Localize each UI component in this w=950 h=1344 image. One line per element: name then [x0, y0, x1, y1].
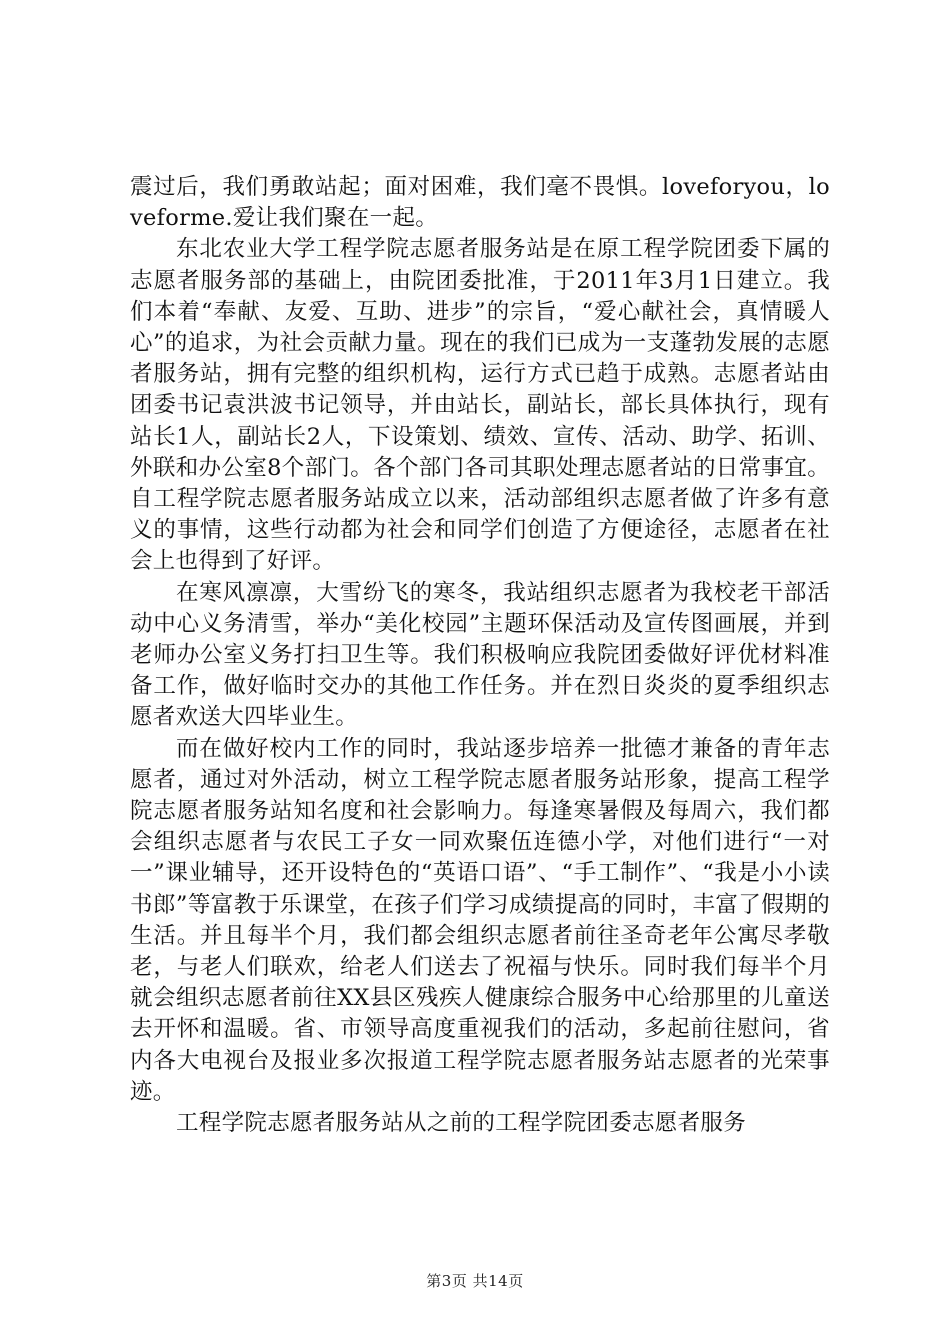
page-number-footer: 第3页 共14页 — [426, 1272, 524, 1290]
paragraph: 而在做好校内工作的同时，我站逐步培养一批德才兼备的青年志愿者，通过对外活动，树立工程学院志愿者服务站形象，提高工程学院志愿者服务站知名度和社会影响力。每逢寒暑假及每周六，我们都会组织志愿者与农民工子女一同欢聚伍连德小学，对他们进行“一对一”课业辅导，还开设特色的“英语口语”、“手工制作”、“我是小小读书郎”等富教于乐课堂，在孩子们学习成绩提高的同时，丰富了假期的生活。并且每半个月，我们都会组织志愿者前往圣奇老年公寓尽孝敬老，与老人们联欢，给老人们送去了祝福与快乐。同时我们每半个月就会组织志愿者前往XX县区残疾人健康综合服务中心给那里的儿童送去开怀和温暖。省、市领导高度重视我们的活动，多起前往慰问，省内各大电视台及报业多次报道工程学院志愿者服务站志愿者的光荣事迹。 — [130, 735, 830, 1105]
paragraph: 工程学院志愿者服务站从之前的工程学院团委志愿者服务 — [176, 1110, 747, 1137]
paragraph: 东北农业大学工程学院志愿者服务站是在原工程学院团委下属的志愿者服务部的基础上，由院团委批准，于2011年3月1日建立。我们本着“奉献、友爱、互助、进步”的宗旨，“爱心献社会，真情暖人心”的追求，为社会贡献力量。现在的我们已成为一支蓬勃发展的志愿者服务站，拥有完整的组织机构，运行方式已趋于成熟。志愿者站由团委书记袁洪波书记领导，并由站长，副站长，部长具体执行，现有站长1人，副站长2人，下设策划、绩效、宣传、活动、助学、拓训、外联和办公室8个部门。各个部门各司其职处理志愿者站的日常事宜。自工程学院志愿者服务站成立以来，活动部组织志愿者做了许多有意义的事情，这些行动都为社会和同学们创造了方便途径，志愿者在社会上也得到了好评。 — [130, 236, 830, 575]
paragraph: 震过后，我们勇敢站起；面对困难，我们毫不畏惧。loveforyou，loveforme.爱让我们聚在一起。 — [130, 174, 830, 232]
paragraph: 在寒风凛凛，大雪纷飞的寒冬，我站组织志愿者为我校老干部活动中心义务清雪，举办“美化校园”主题环保活动及宣传图画展，并到老师办公室义务打扫卫生等。我们积极响应我院团委做好评优材料准备工作，做好临时交办的其他工作任务。并在烈日炎炎的夏季组织志愿者欢送大四毕业生。 — [130, 579, 830, 731]
document-body — [130, 172, 830, 1139]
